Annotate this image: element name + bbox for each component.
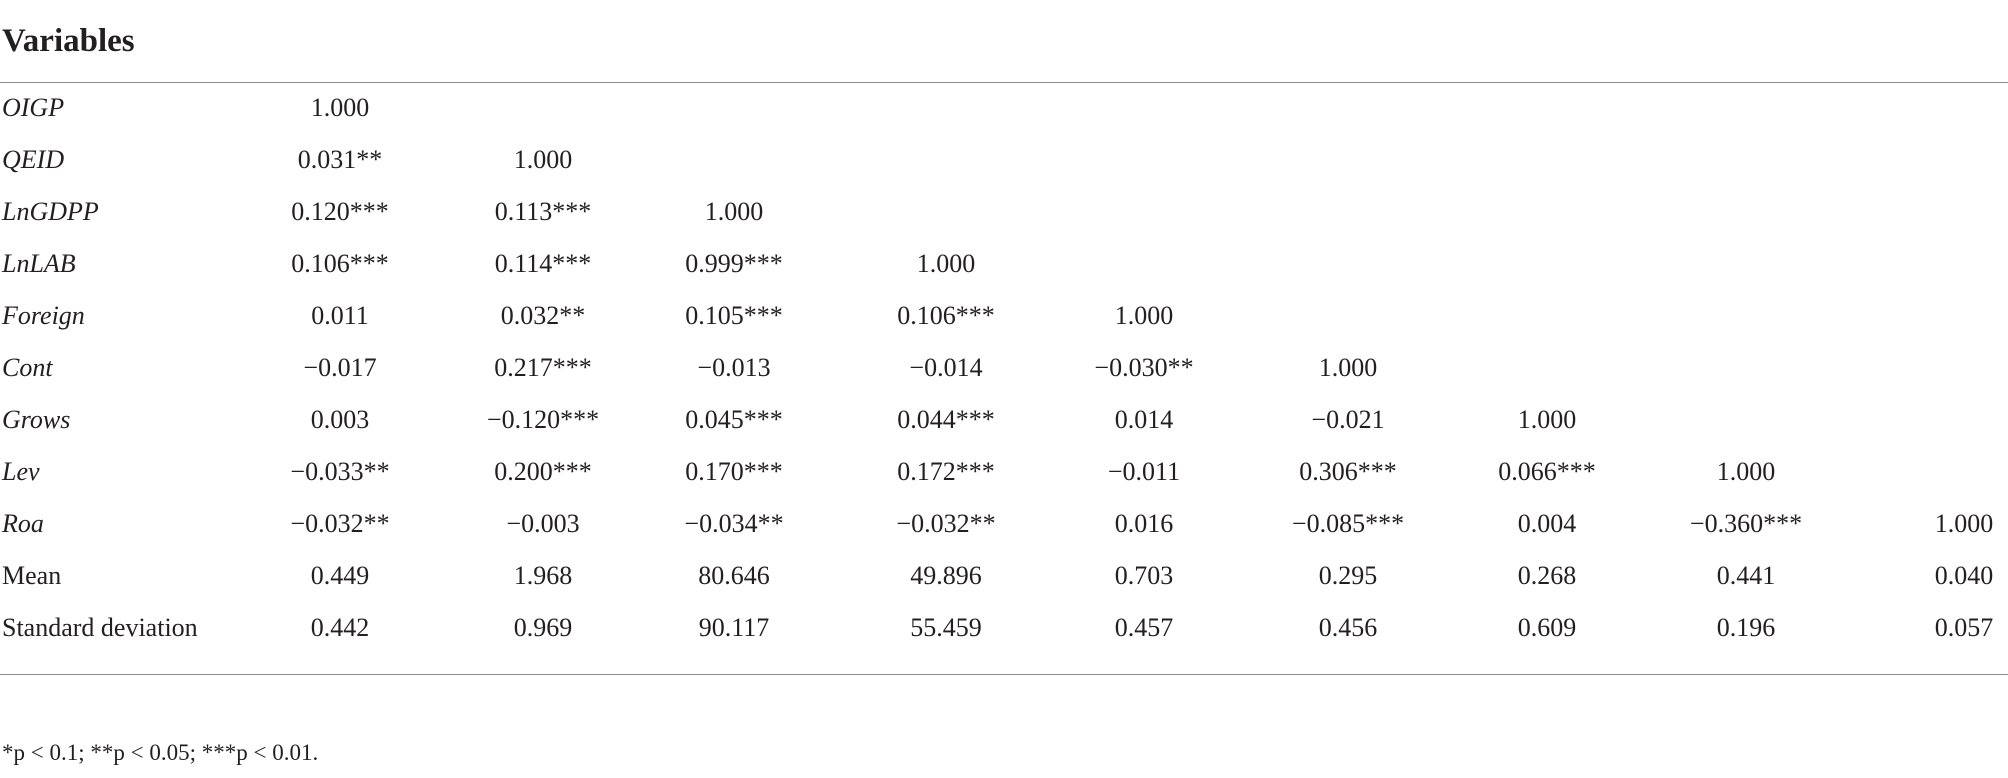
table-cell: 1.000 bbox=[1114, 301, 1174, 330]
table-cell: 0.032** bbox=[500, 301, 586, 330]
table-cell: −0.360*** bbox=[1689, 509, 1803, 538]
table-row bbox=[0, 82, 2008, 134]
row-label: Mean bbox=[2, 561, 62, 590]
table-cell: 0.217*** bbox=[494, 353, 592, 382]
row-label: Roa bbox=[2, 509, 44, 538]
table-cell: −0.021 bbox=[1311, 405, 1385, 434]
table-row bbox=[0, 134, 2008, 186]
table-cell: 0.442 bbox=[310, 613, 370, 642]
table-cell: −0.032** bbox=[896, 509, 996, 538]
table-cell: 0.014 bbox=[1114, 405, 1174, 434]
table-cell: 0.703 bbox=[1114, 561, 1174, 590]
table-cell: 0.057 bbox=[1934, 613, 1994, 642]
table-cell: 0.609 bbox=[1517, 613, 1577, 642]
table-cell: 0.011 bbox=[311, 301, 369, 330]
table-cell: 0.106*** bbox=[897, 301, 995, 330]
header-variables: Variables bbox=[2, 23, 135, 59]
table-cell: 0.066*** bbox=[1498, 457, 1596, 486]
table-cell: 0.003 bbox=[310, 405, 370, 434]
table-cell: 0.170*** bbox=[685, 457, 783, 486]
table-cell: 55.459 bbox=[910, 613, 982, 642]
table-cell: 1.000 bbox=[1934, 509, 1994, 538]
table-cell: −0.011 bbox=[1107, 457, 1181, 486]
table-cell: 0.999*** bbox=[685, 249, 783, 278]
table-row bbox=[0, 290, 2008, 342]
table-cell: 0.456 bbox=[1318, 613, 1378, 642]
table-cell: −0.017 bbox=[303, 353, 377, 382]
table-cell: 0.106*** bbox=[291, 249, 389, 278]
table-cell: 1.000 bbox=[310, 93, 370, 122]
table-cell: 0.196 bbox=[1716, 613, 1776, 642]
table-cell: −0.032** bbox=[290, 509, 390, 538]
table-cell: 0.016 bbox=[1114, 509, 1174, 538]
table-row bbox=[0, 550, 2008, 602]
table-cell: 80.646 bbox=[698, 561, 770, 590]
table-cell: 0.114*** bbox=[494, 249, 592, 278]
table-cell: 1.000 bbox=[1716, 457, 1776, 486]
row-label: Cont bbox=[2, 353, 53, 382]
table-row bbox=[0, 446, 2008, 498]
table-cell: −0.034** bbox=[684, 509, 784, 538]
table-cell: 0.457 bbox=[1114, 613, 1174, 642]
table-cell: 1.000 bbox=[916, 249, 976, 278]
table-cell: 0.044*** bbox=[897, 405, 995, 434]
table-cell: 0.045*** bbox=[685, 405, 783, 434]
table-cell: −0.003 bbox=[506, 509, 580, 538]
table-header bbox=[0, 0, 2008, 83]
table-cell: −0.030** bbox=[1094, 353, 1194, 382]
table-footnote: *p < 0.1; **p < 0.05; ***p < 0.01. bbox=[2, 740, 319, 765]
table-cell: 0.113*** bbox=[494, 197, 592, 226]
table-cell: 0.295 bbox=[1318, 561, 1378, 590]
table-row bbox=[0, 602, 2008, 654]
table-cell: 0.200*** bbox=[494, 457, 592, 486]
table-cell: 49.896 bbox=[910, 561, 982, 590]
table-cell: 1.000 bbox=[704, 197, 764, 226]
row-label: Lev bbox=[2, 457, 40, 486]
table-cell: −0.085*** bbox=[1291, 509, 1405, 538]
table-row bbox=[0, 238, 2008, 290]
table-cell: 0.441 bbox=[1716, 561, 1776, 590]
table-cell: 0.969 bbox=[513, 613, 573, 642]
table-cell: 0.105*** bbox=[685, 301, 783, 330]
table-body bbox=[0, 82, 2008, 675]
table-cell: 90.117 bbox=[698, 613, 770, 642]
table-cell: 0.120*** bbox=[291, 197, 389, 226]
row-label: LnGDPP bbox=[2, 197, 99, 226]
table-cell: 1.000 bbox=[1517, 405, 1577, 434]
row-label: Standard deviation bbox=[2, 613, 198, 642]
table-row bbox=[0, 186, 2008, 238]
row-label: Grows bbox=[2, 405, 71, 434]
row-label: QEID bbox=[2, 145, 65, 174]
table-cell: 0.449 bbox=[310, 561, 370, 590]
row-label: OIGP bbox=[2, 93, 65, 122]
table-row bbox=[0, 498, 2008, 550]
row-label: LnLAB bbox=[2, 249, 76, 278]
table-cell: 0.031** bbox=[297, 145, 383, 174]
table-cell: 1.968 bbox=[513, 561, 573, 590]
table-cell: 0.306*** bbox=[1299, 457, 1397, 486]
table-cell: 1.000 bbox=[1318, 353, 1378, 382]
row-label: Foreign bbox=[2, 301, 85, 330]
table-cell: 0.268 bbox=[1517, 561, 1577, 590]
table-cell: 0.172*** bbox=[897, 457, 995, 486]
table-cell: −0.120*** bbox=[486, 405, 600, 434]
table-cell: −0.033** bbox=[290, 457, 390, 486]
table-cell: −0.013 bbox=[697, 353, 771, 382]
table-cell: 1.000 bbox=[513, 145, 573, 174]
table-row bbox=[0, 394, 2008, 446]
table-row bbox=[0, 342, 2008, 394]
table-cell: 0.004 bbox=[1517, 509, 1577, 538]
table-cell: 0.040 bbox=[1934, 561, 1994, 590]
table-cell: −0.014 bbox=[909, 353, 983, 382]
